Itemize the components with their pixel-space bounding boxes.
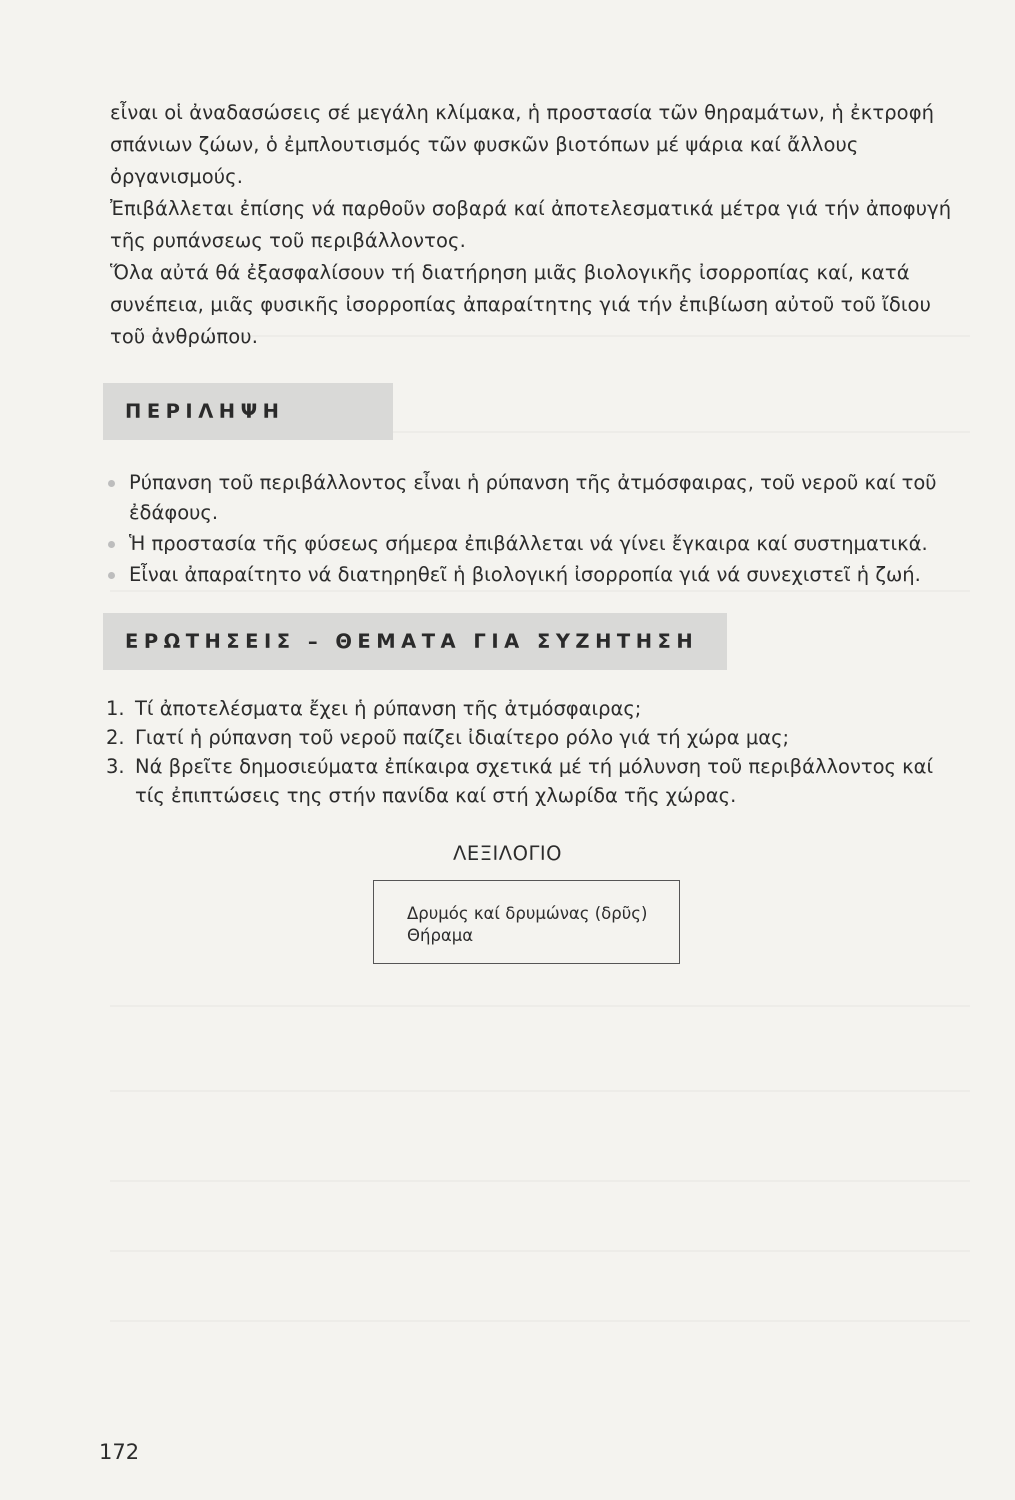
- show-through-line: [110, 1320, 970, 1322]
- questions-list: [104, 694, 964, 810]
- question-text: Τί ἀποτελέσματα ἔχει ἡ ρύπανση τῆς ἀτμόσφαιρας;: [135, 697, 642, 720]
- lexicon-box: [373, 880, 680, 964]
- show-through-line: [110, 1090, 970, 1092]
- questions-heading-bar: [103, 613, 727, 670]
- summary-item-text: Ἡ προστασία τῆς φύσεως σήμερα ἐπιβάλλεται νά γίνει ἔγκαιρα καί συστηματικά.: [129, 532, 928, 555]
- question-number: 3.: [106, 755, 125, 778]
- question-text: Γιατί ἡ ρύπανση τοῦ νεροῦ παίζει ἰδιαίτερο ρόλο γιά τή χώρα μας;: [135, 726, 790, 749]
- summary-list: [104, 468, 964, 591]
- questions-title: ΕΡΩΤΗΣΕΙΣ – ΘΕΜΑΤΑ ΓΙΑ ΣΥΖΗΤΗΣΗ: [125, 630, 699, 653]
- body-paragraph-2: Ἐπιβάλλεται ἐπίσης νά παρθοῦν σοβαρά καί ἀποτελεσματικά μέτρα γιά τήν ἀποφυγή τῆς ρυπάνσεως τοῦ περιβάλλοντος.: [110, 197, 952, 252]
- show-through-line: [110, 1180, 970, 1182]
- question-item: [104, 694, 964, 723]
- question-number: 1.: [106, 697, 125, 720]
- bullet-icon: [108, 572, 115, 579]
- summary-item: [104, 468, 964, 528]
- lexicon-term: Θήραμα: [407, 926, 474, 945]
- question-item: [104, 723, 964, 752]
- summary-heading-bar: [103, 383, 393, 440]
- body-paragraph-3: Ὅλα αὐτά θά ἐξασφαλίσουν τή διατήρηση μιᾶς βιολογικῆς ἰσορροπίας καί, κατά συνέπεια, μιᾶς φυσικῆς ἰσορροπίας ἀπαραίτητης γιά τήν ἐπιβίωση αὐτοῦ τοῦ ἴδιου τοῦ ἀνθρώπου.: [110, 261, 931, 348]
- page-number: 172: [99, 1440, 140, 1464]
- summary-item-text: Ρύπανση τοῦ περιβάλλοντος εἶναι ἡ ρύπανση τῆς ἀτμόσφαιρας, τοῦ νεροῦ καί τοῦ ἐδάφους.: [129, 471, 937, 524]
- question-item: [104, 752, 964, 810]
- question-number: 2.: [106, 726, 125, 749]
- summary-item: [104, 529, 964, 559]
- show-through-line: [110, 1250, 970, 1252]
- show-through-line: [110, 1005, 970, 1007]
- summary-item: [104, 560, 964, 590]
- lexicon-term: Δρυμός καί δρυμώνας (δρῦς): [407, 904, 648, 923]
- bullet-icon: [108, 480, 115, 487]
- lexicon-title: ΛΕΞΙΛΟΓΙΟ: [453, 842, 562, 865]
- body-paragraph-1: εἶναι οἱ ἀναδασώσεις σέ μεγάλη κλίμακα, ἡ προστασία τῶν θηραμάτων, ἡ ἐκτροφή σπάνιων ζώων, ὁ ἐμπλουτισμός τῶν φυσκῶν βιοτόπων μέ ψάρια καί ἄλλους ὀργανισμούς.: [110, 101, 935, 188]
- summary-title: ΠΕΡΙΛΗΨΗ: [125, 400, 285, 423]
- summary-item-text: Εἶναι ἀπαραίτητο νά διατηρηθεῖ ἡ βιολογική ἰσορροπία γιά νά συνεχιστεῖ ἡ ζωή.: [129, 563, 921, 586]
- question-text: Νά βρεῖτε δημοσιεύματα ἐπίκαιρα σχετικά μέ τή μόλυνση τοῦ περιβάλλοντος καί τίς ἐπιπτώσεις της στήν πανίδα καί στή χλωρίδα τῆς χώρας.: [135, 755, 934, 807]
- bullet-icon: [108, 541, 115, 548]
